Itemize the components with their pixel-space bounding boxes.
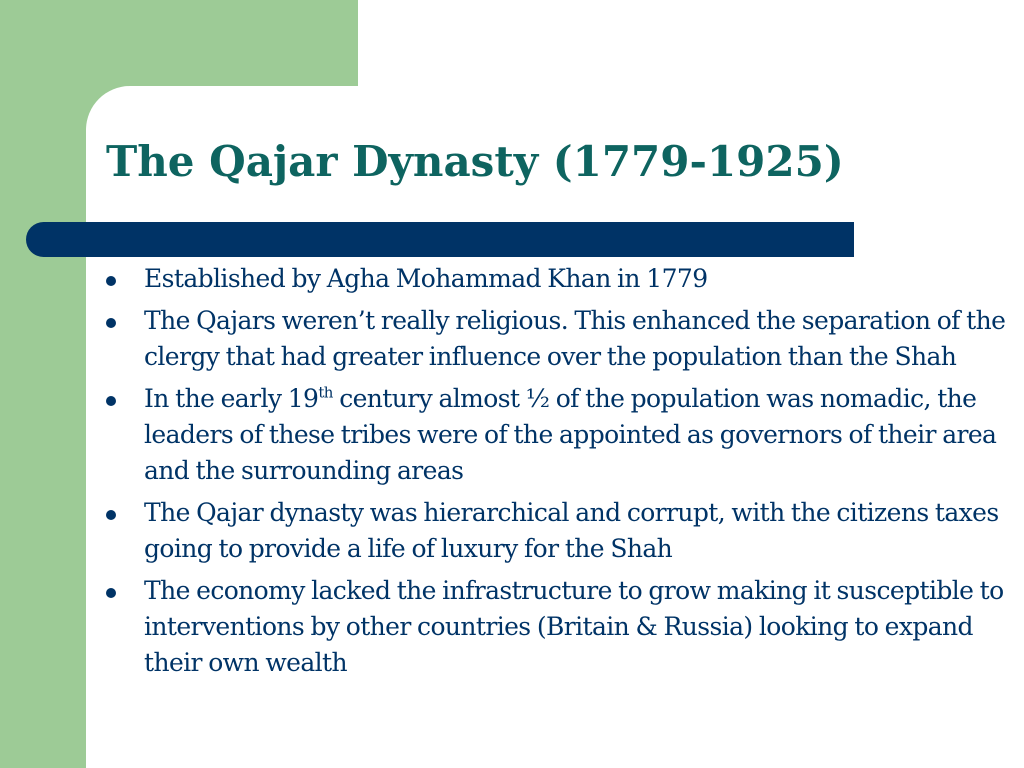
bullet-text-before: In the early 19 — [144, 384, 319, 413]
superscript-ordinal: th — [318, 383, 333, 402]
bullet-item — [100, 495, 1018, 567]
bullet-dot-icon — [106, 318, 116, 328]
title-underline-bar — [26, 222, 854, 257]
bullet-dot-icon — [106, 276, 116, 286]
bullet-dot-icon — [106, 396, 116, 406]
bullet-text: The Qajar dynasty was hierarchical and corrupt, with the citizens taxes going to provide a life of luxury for the Shah — [144, 498, 999, 563]
bullet-text-after: century almost ½ of the population was nomadic, the leaders of these tribes were of the appointed as governors of their area and the surrounding areas — [144, 384, 997, 485]
bullet-dot-icon — [106, 510, 116, 520]
bullet-text: Established by Agha Mohammad Khan in 1779 — [144, 264, 708, 293]
bullet-dot-icon — [106, 588, 116, 598]
bullet-item — [100, 381, 1018, 489]
bullet-list — [100, 261, 1018, 687]
slide-title: The Qajar Dynasty (1779-1925) — [106, 137, 844, 186]
bullet-item — [100, 573, 1018, 681]
bullet-item — [100, 303, 1018, 375]
bullet-item — [100, 261, 1018, 297]
bullet-text: The economy lacked the infrastructure to grow making it susceptible to interventions by other countries (Britain & Russia) looking to expand their own wealth — [144, 576, 1004, 677]
bullet-text: The Qajars weren’t really religious. This enhanced the separation of the clergy that had greater influence over the population than the Shah — [144, 306, 1006, 371]
